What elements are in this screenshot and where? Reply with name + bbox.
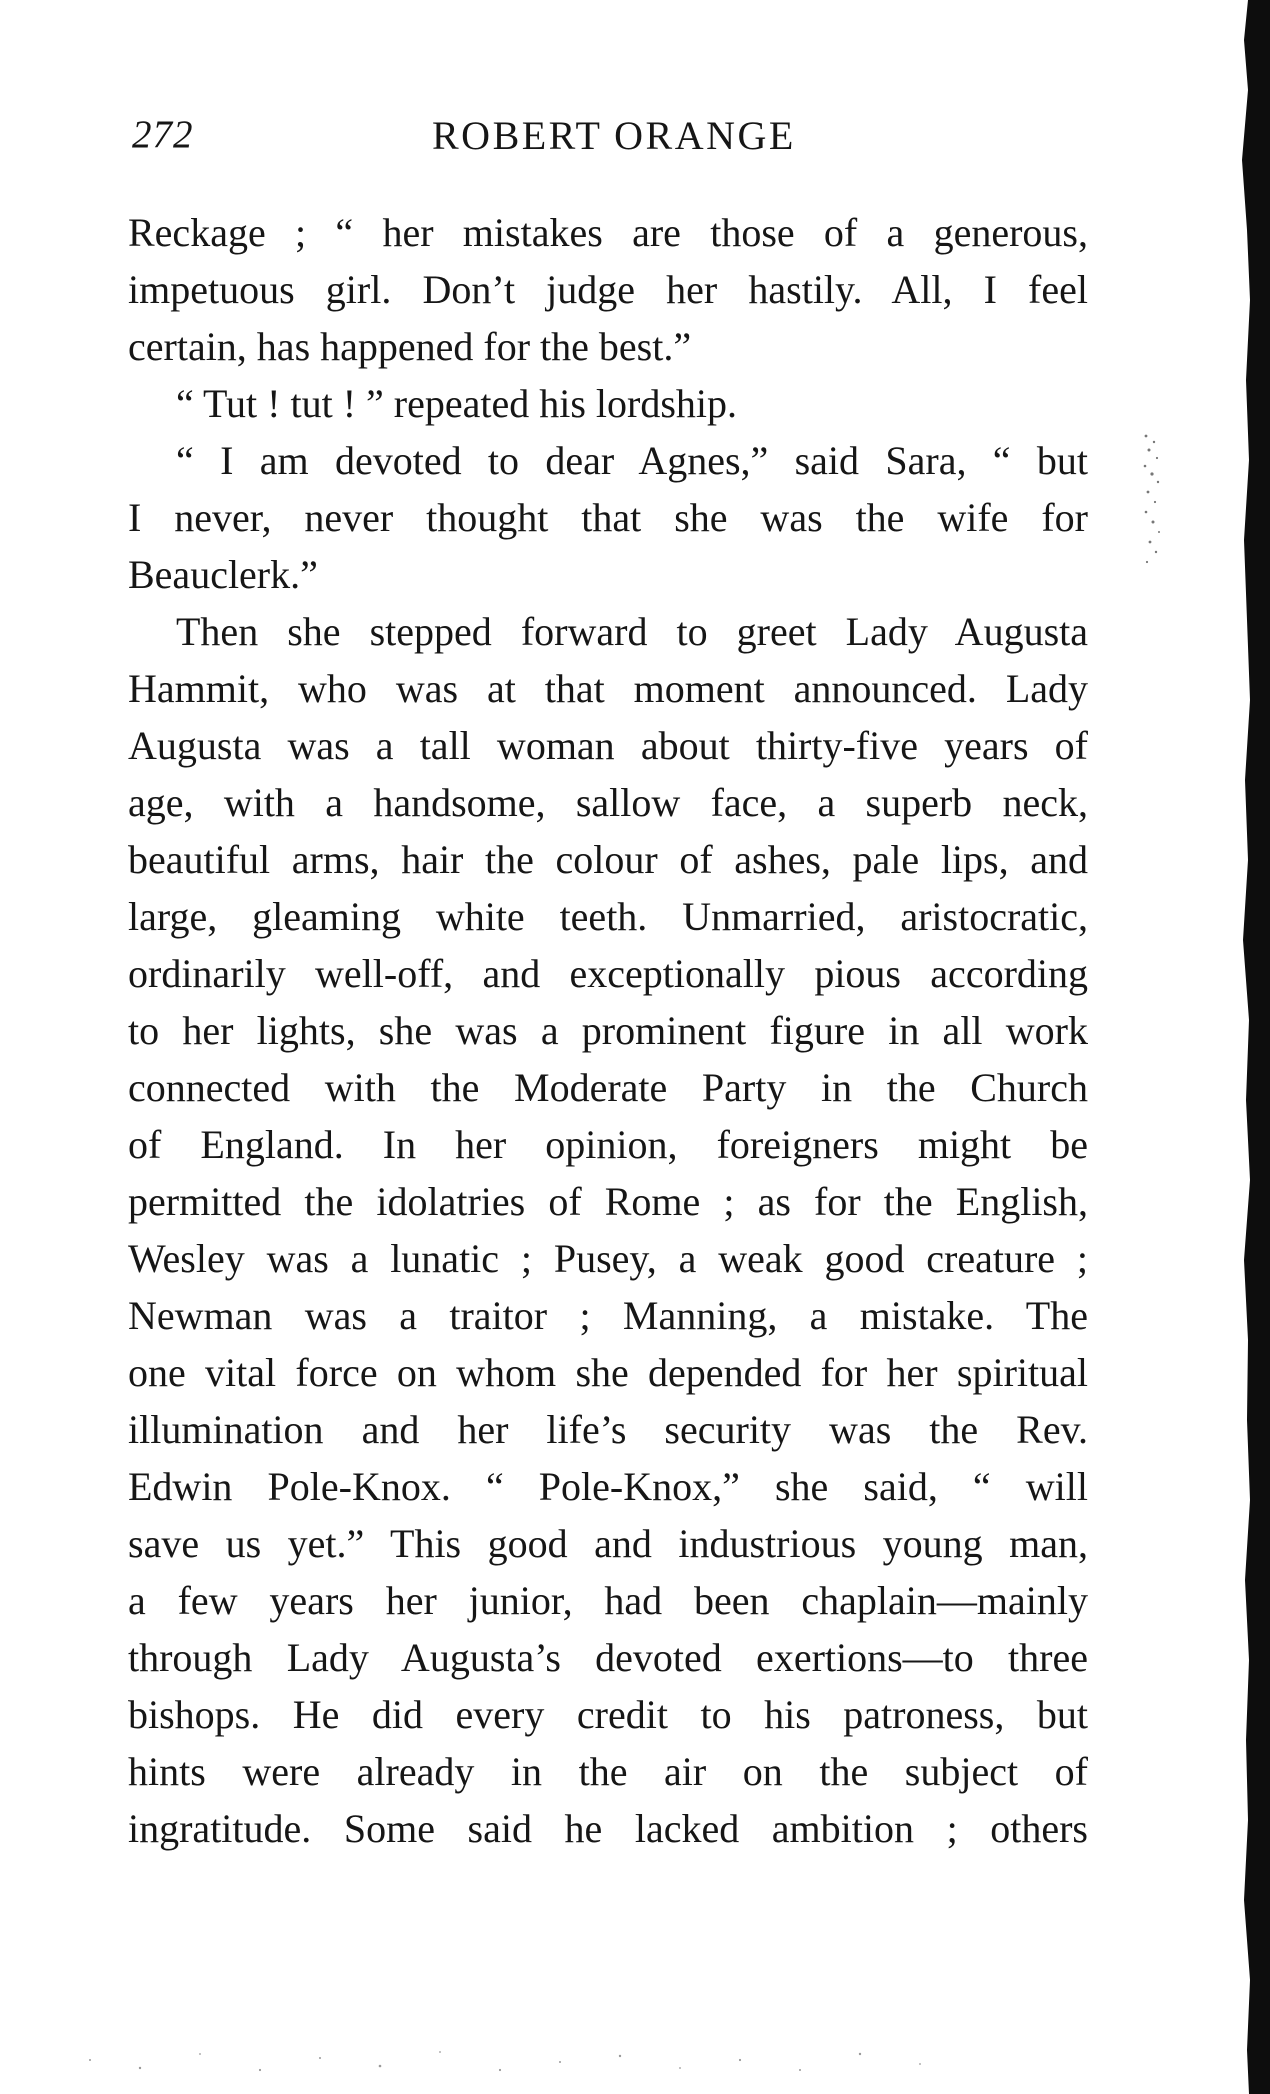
text-line: Reckage ; “ her mistakes are those of a generous,	[128, 210, 1088, 255]
text-line: Wesley was a lunatic ; Pusey, a weak good creature ;	[128, 1236, 1088, 1281]
text-line: hints were already in the air on the subject of	[128, 1749, 1088, 1794]
binding-edge	[1238, 0, 1270, 2094]
text-line: certain, has happened for the best.”	[128, 324, 692, 369]
text-line: “ Tut ! tut ! ” repeated his lordship.	[176, 381, 738, 426]
text-line: connected with the Moderate Party in the Church	[128, 1065, 1088, 1110]
text-line: Augusta was a tall woman about thirty-five years of	[128, 723, 1088, 768]
body-text	[128, 204, 1088, 1857]
text-line: Edwin Pole-Knox. “ Pole-Knox,” she said, “ will	[128, 1464, 1088, 1509]
text-line: beautiful arms, hair the colour of ashes, pale lips, and	[128, 837, 1088, 882]
scan-noise	[80, 2040, 980, 2080]
text-line: permitted the idolatries of Rome ; as for the English,	[128, 1179, 1088, 1224]
text-line: “ I am devoted to dear Agnes,” said Sara, “ but	[176, 438, 1088, 483]
text-line: through Lady Augusta’s devoted exertions—to three	[128, 1635, 1088, 1680]
text-line: Hammit, who was at that moment announced. Lady	[128, 666, 1088, 711]
text-line: Newman was a traitor ; Manning, a mistake. The	[128, 1293, 1088, 1338]
running-head	[132, 112, 1090, 172]
text-line: age, with a handsome, sallow face, a superb neck,	[128, 780, 1088, 825]
text-line: Then she stepped forward to greet Lady Augusta	[176, 609, 1088, 654]
text-line: save us yet.” This good and industrious young man,	[128, 1521, 1088, 1566]
running-title: ROBERT ORANGE	[432, 113, 796, 158]
text-line: ordinarily well-off, and exceptionally pious according	[128, 951, 1088, 996]
text-line: a few years her junior, had been chaplain—mainly	[128, 1578, 1088, 1623]
text-line: Beauclerk.”	[128, 552, 318, 597]
text-line: impetuous girl. Don’t judge her hastily. All, I feel	[128, 267, 1088, 312]
text-line: to her lights, she was a prominent figure in all work	[128, 1008, 1088, 1053]
page-number: 272	[132, 113, 194, 156]
text-line: one vital force on whom she depended for her spiritual	[128, 1350, 1088, 1395]
text-line: I never, never thought that she was the wife for	[128, 495, 1088, 540]
text-line: large, gleaming white teeth. Unmarried, aristocratic,	[128, 894, 1088, 939]
text-line: bishops. He did every credit to his patroness, but	[128, 1692, 1088, 1737]
scan-speckle	[1140, 430, 1164, 570]
text-line: illumination and her life’s security was the Rev.	[128, 1407, 1088, 1452]
text-line: ingratitude. Some said he lacked ambition ; others	[128, 1806, 1088, 1851]
text-line: of England. In her opinion, foreigners might be	[128, 1122, 1088, 1167]
